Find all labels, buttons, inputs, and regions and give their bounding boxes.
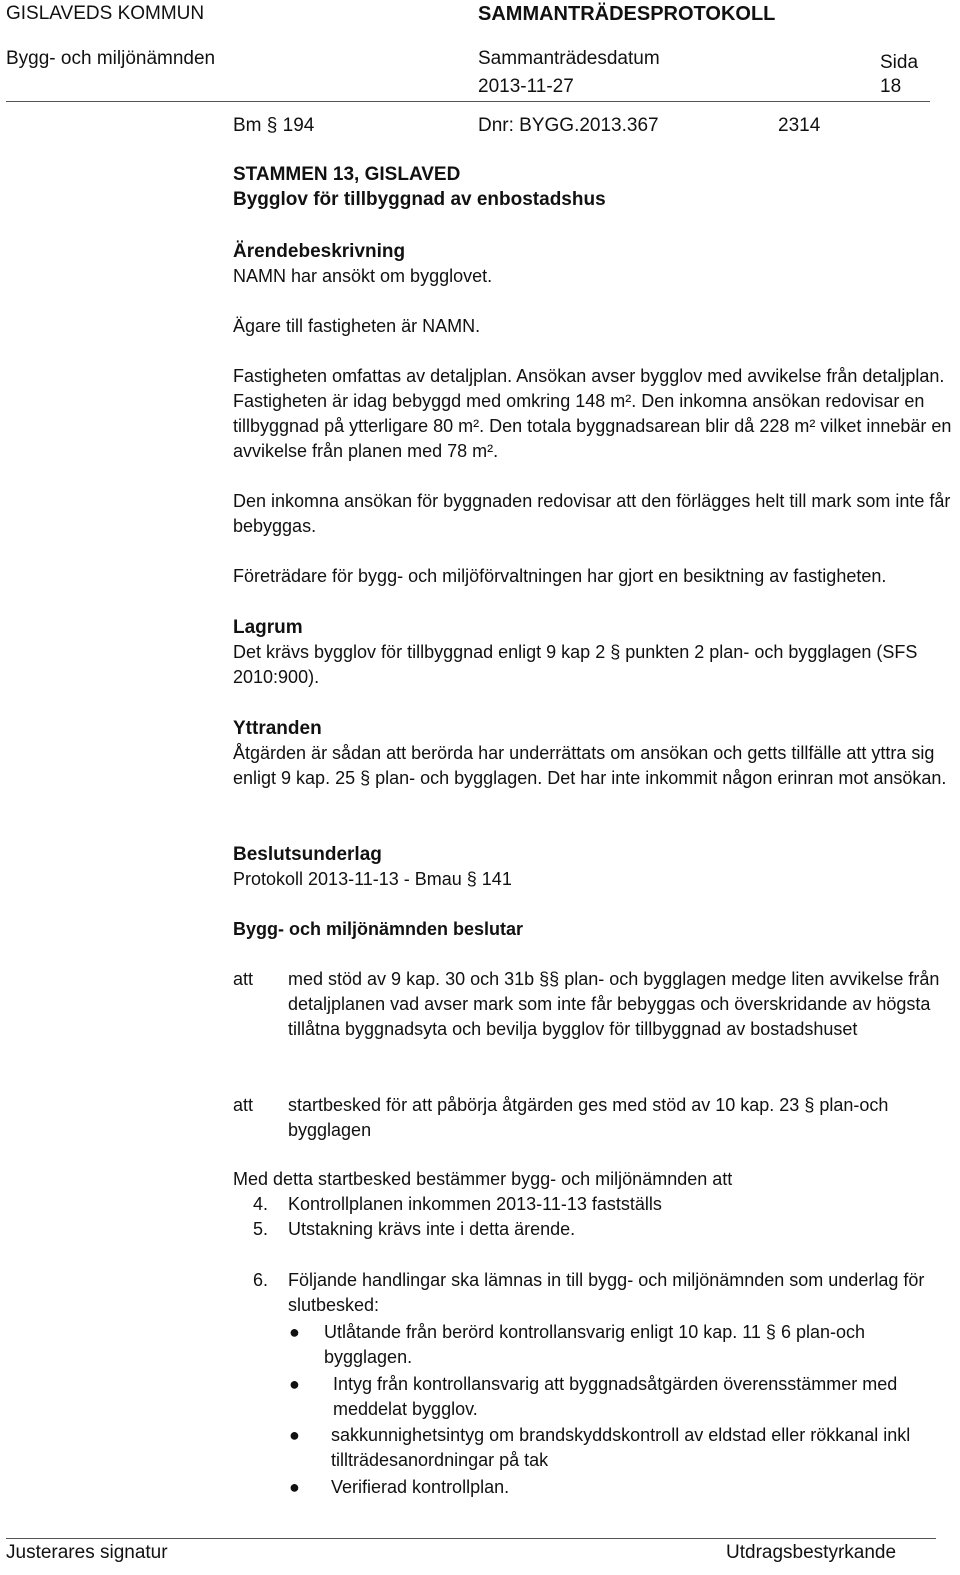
list-item: Utstakning krävs inte i detta ärende.: [288, 1219, 576, 1239]
org-name: GISLAVEDS KOMMUN: [6, 3, 205, 24]
decision-text: med stöd av 9 kap. 30 och 31b §§ plan- och bygglagen medge liten avvikelse från detaljplanen vad avser mark som inte får bebyggas och överskridande av högsta tillåtna byggnadsyta och bevilja bygglov för tillbyggnad av bostadshuset: [288, 969, 940, 1039]
footer-rule: [6, 1538, 936, 1539]
committee-name: Bygg- och miljönämnden: [6, 48, 216, 69]
case-subtitle: Bygglov för tillbyggnad av enbostadshus: [233, 189, 606, 210]
paragraph: Fastigheten omfattas av detaljplan. Ansökan avser bygglov med avvikelse från detaljplan. Fastigheten är idag bebyggd med omkring 148 m². Den inkomna ansökan redovisar en tillbyggnad på ytterligare 80 m². Den totala byggnadsarean blir då 228 m² vilket innebär en avvikelse från planen med 78 m².: [233, 366, 952, 461]
signature-label: Justerares signatur: [6, 1542, 168, 1563]
case-title: STAMMEN 13, GISLAVED: [233, 164, 461, 185]
section-lagrum: [233, 615, 957, 690]
paragraph: Företrädare för bygg- och miljöförvaltningen har gjort en besiktning av fastigheten.: [233, 566, 887, 586]
list-item: Följande handlingar ska lämnas in till bygg- och miljönämnden som underlag för slutbesked:: [288, 1270, 925, 1315]
decision-label: att: [233, 1095, 254, 1115]
paragraph: Det krävs bygglov för tillbyggnad enligt 9 kap 2 § punkten 2 plan- och bygglagen (SFS 2010:900).: [233, 642, 918, 687]
paragraph: NAMN har ansökt om bygglovet.: [233, 266, 493, 286]
paragraph-number: Bm § 194: [233, 115, 315, 136]
bullet-item: Intyg från kontrollansvarig att byggnadsåtgärden överensstämmer med meddelat bygglov.: [333, 1374, 898, 1419]
case-number: Dnr: BYGG.2013.367: [478, 115, 659, 136]
bullet-icon: ●: [289, 1374, 300, 1394]
document-type: SAMMANTRÄDESPROTOKOLL: [478, 3, 776, 25]
list-number: 4.: [253, 1194, 269, 1214]
list-item: Kontrollplanen inkommen 2013-11-13 fastställs: [288, 1194, 662, 1214]
paragraph: Protokoll 2013-11-13 - Bmau § 141: [233, 869, 512, 889]
decision-text: startbesked för att påbörja åtgärden ges med stöd av 10 kap. 23 § plan-och bygglagen: [288, 1095, 889, 1140]
header-rule: [6, 101, 930, 102]
bullet-item: Verifierad kontrollplan.: [331, 1477, 510, 1497]
bullet-icon: ●: [289, 1322, 300, 1342]
section-beslutsunderlag: [233, 842, 957, 892]
bullet-icon: ●: [289, 1477, 300, 1497]
extract-label: Utdragsbestyrkande: [726, 1542, 897, 1563]
paragraph: Den inkomna ansökan för byggnaden redovisar att den förlägges helt till mark som inte får bebyggas.: [233, 491, 951, 536]
section-arendebeskrivning: [233, 239, 957, 589]
section-heading: Ärendebeskrivning: [233, 241, 406, 262]
section-heading: Lagrum: [233, 617, 303, 638]
section-heading: Yttranden: [233, 718, 322, 739]
bullet-icon: ●: [289, 1425, 300, 1445]
page-label: Sida: [880, 52, 919, 73]
case-code: 2314: [778, 115, 821, 136]
paragraph: Ägare till fastigheten är NAMN.: [233, 316, 481, 336]
meeting-date-label: Sammanträdesdatum: [478, 48, 660, 69]
section-yttranden: [233, 716, 957, 791]
paragraph: Åtgärden är sådan att berörda har underrättats om ansökan och getts tillfälle att yttra sig enligt 9 kap. 25 § plan- och bygglagen. Det har inte inkommit någon erinran mot ansökan.: [233, 743, 947, 788]
bullet-item: sakkunnighetsintyg om brandskyddskontroll av eldstad eller rökkanal inkl tillträdesanordningar på tak: [331, 1425, 911, 1470]
meeting-date-value: 2013-11-27: [478, 76, 574, 97]
decision-heading: Bygg- och miljönämnden beslutar: [233, 919, 524, 939]
list-number: 5.: [253, 1219, 269, 1239]
startbesked-intro: Med detta startbesked bestämmer bygg- och miljönämnden att: [233, 1169, 733, 1189]
page-number: 18: [880, 76, 902, 97]
decision-label: att: [233, 969, 254, 989]
bullet-item: Utlåtande från berörd kontrollansvarig enligt 10 kap. 11 § 6 plan-och bygglagen.: [324, 1322, 866, 1367]
section-heading: Beslutsunderlag: [233, 844, 382, 865]
list-number: 6.: [253, 1270, 269, 1290]
